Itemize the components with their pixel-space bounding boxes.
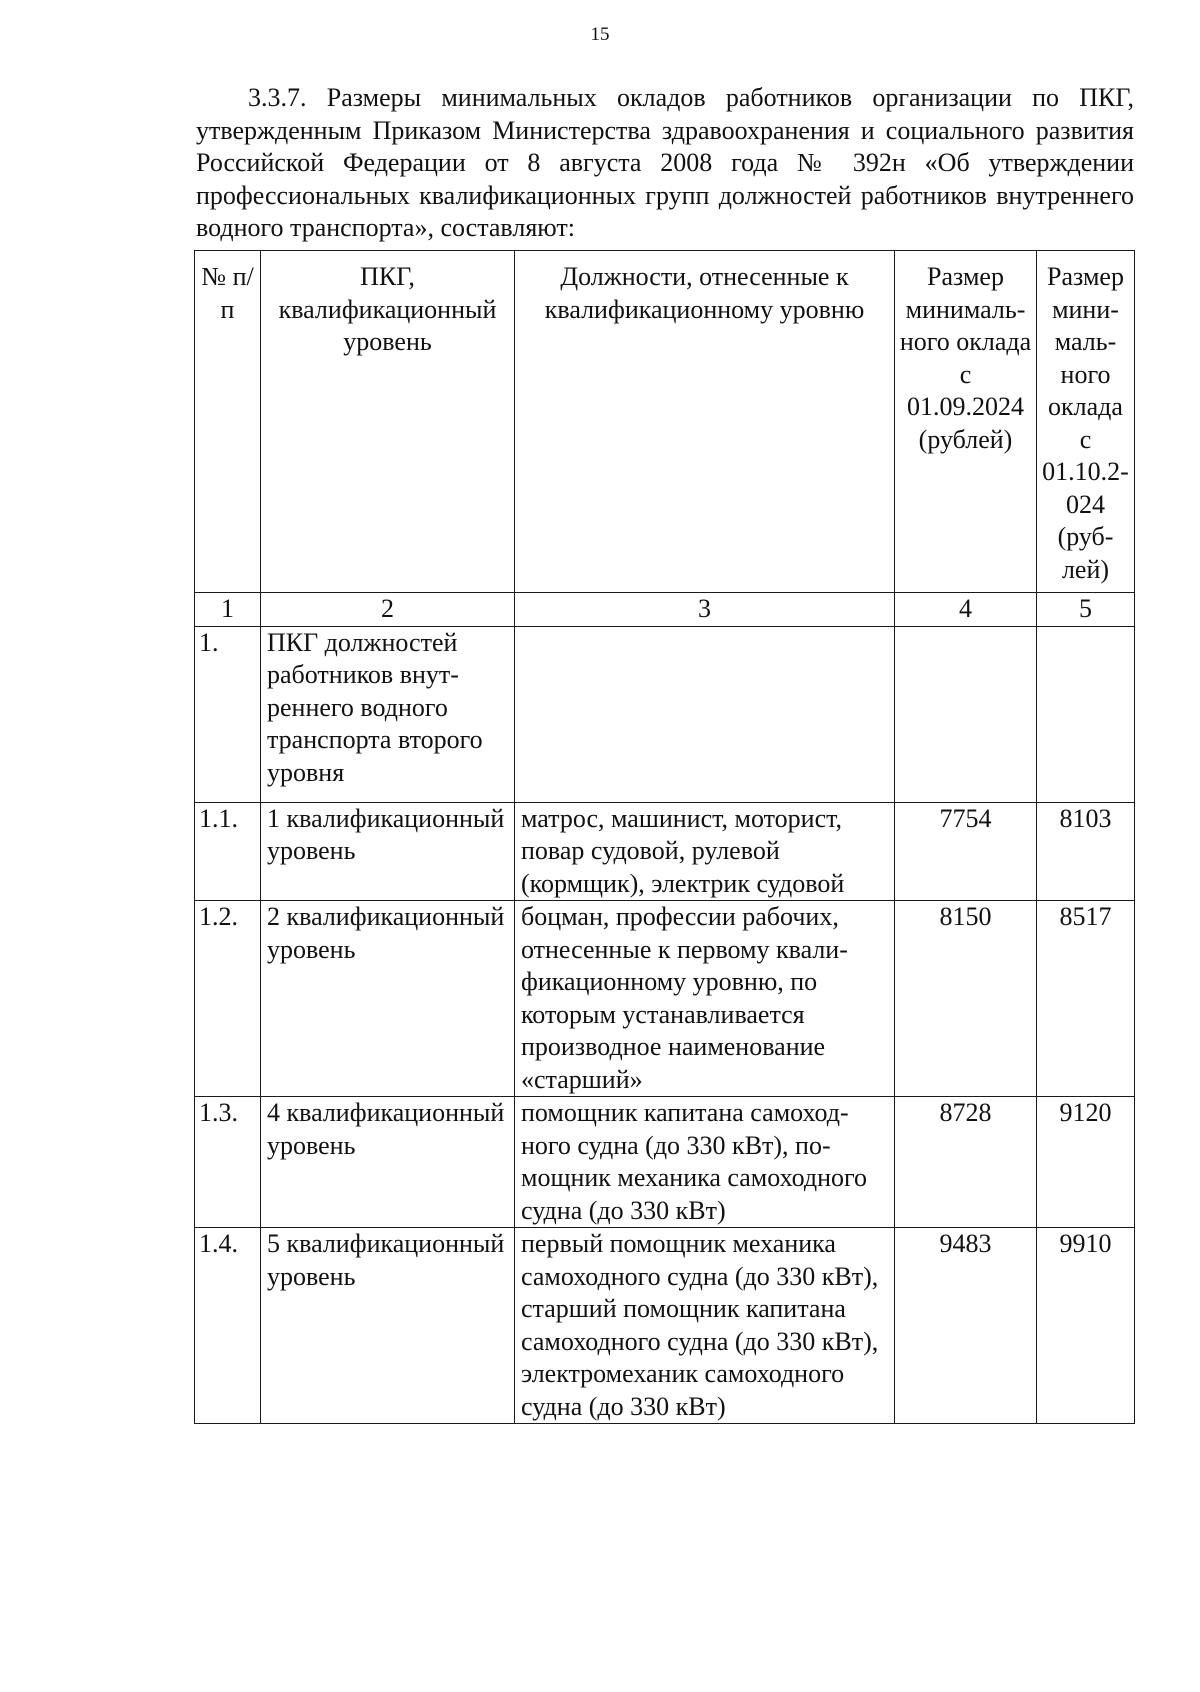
table-row	[195, 1097, 1135, 1228]
column-number: 4	[895, 593, 1037, 627]
pkg-level: 5 квалификационный уровень	[261, 1228, 515, 1424]
salary-from-sep: 8150	[895, 901, 1037, 1097]
salary-from-sep: 7754	[895, 802, 1037, 901]
pkg-level: ПКГ должностей работников внутреннего водного транспорта второго уровня	[261, 626, 515, 802]
column-number: 5	[1037, 593, 1135, 627]
row-number: 1.3.	[195, 1097, 261, 1228]
column-number: 1	[195, 593, 261, 627]
header-number: № п/п	[195, 251, 261, 593]
salary-from-sep: 8728	[895, 1097, 1037, 1228]
column-number: 3	[515, 593, 895, 627]
header-positions: Должности, отнесенные к квалификационному уровню	[515, 251, 895, 593]
header-salary-from-sep: Размер минимального оклада с 01.09.2024 (рублей)	[895, 251, 1037, 593]
pkg-level: 2 квалификационный уровень	[261, 901, 515, 1097]
header-salary-from-oct: Размер минимального оклада с 01.10.2024 (рублей)	[1037, 251, 1135, 593]
salary-from-oct: 9910	[1037, 1228, 1135, 1424]
column-number: 2	[261, 593, 515, 627]
group-row	[195, 626, 1135, 802]
intro-paragraph: 3.3.7. Размеры минимальных окладов работников организации по ПКГ, утвержденным Приказом Министерства здравоохранения и социального развития Российской Федерации от 8 августа 2008 года № 392н «Об утверждении профессиональных квалификационных групп должностей работников внутреннего водного транспорта», составляют:	[196, 83, 1134, 242]
row-number: 1.2.	[195, 901, 261, 1097]
pkg-level: 1 квалификационный уровень	[261, 802, 515, 901]
salary-from-oct: 8103	[1037, 802, 1135, 901]
salary-from-sep: 9483	[895, 1228, 1037, 1424]
positions: первый помощник механика самоходного судна (до 330 кВт), старший помощник капитана самоходного судна (до 330 кВт), электромеханик самоходного судна (до 330 кВт)	[515, 1228, 895, 1424]
table-row	[195, 802, 1135, 901]
salary-from-oct: 8517	[1037, 901, 1135, 1097]
positions: помощник капитана самоходного судна (до 330 кВт), помощник механика самоходного судна (до 330 кВт)	[515, 1097, 895, 1228]
positions	[515, 626, 895, 802]
page-number: 15	[590, 24, 610, 45]
row-number: 1.	[195, 626, 261, 802]
column-number-row	[195, 593, 1135, 627]
table-row	[195, 901, 1135, 1097]
table-header-row	[195, 251, 1135, 593]
salary-table	[194, 250, 1135, 1424]
salary-from-sep	[895, 626, 1037, 802]
row-number: 1.4.	[195, 1228, 261, 1424]
header-pkg-level: ПКГ, квалификационный уровень	[261, 251, 515, 593]
positions: боцман, профессии рабочих, отнесенные к первому квалификационному уровню, по которым устанавливается производное наименование «старший»	[515, 901, 895, 1097]
salary-from-oct: 9120	[1037, 1097, 1135, 1228]
pkg-level: 4 квалификационный уровень	[261, 1097, 515, 1228]
table-row	[195, 1228, 1135, 1424]
positions: матрос, машинист, моторист, повар судовой, рулевой (кормщик), электрик судовой	[515, 802, 895, 901]
row-number: 1.1.	[195, 802, 261, 901]
salary-from-oct	[1037, 626, 1135, 802]
